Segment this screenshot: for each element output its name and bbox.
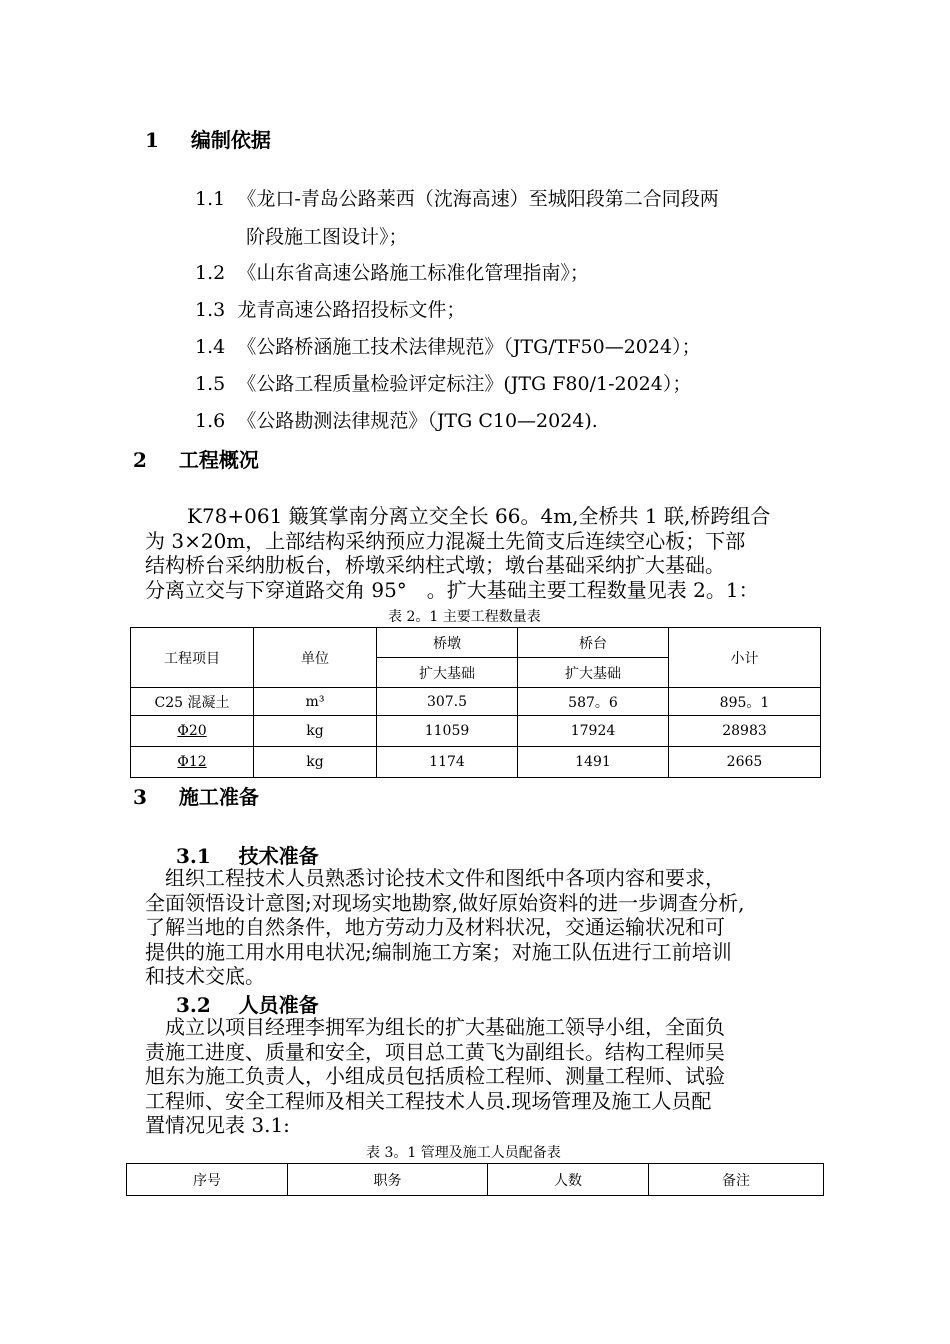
- subsection-3-1-heading: 3.1 技术准备: [176, 844, 319, 868]
- section-number: 3: [133, 785, 147, 809]
- section-number: 2: [133, 448, 147, 472]
- table-row: Φ20 kg 11059 17924 28983: [131, 716, 821, 747]
- table-header: 单位: [254, 628, 377, 688]
- table-row: C25 混凝土 m³ 307.5 587。6 895。1: [131, 688, 821, 716]
- table-subheader: 扩大基础: [518, 658, 669, 688]
- section-3-heading: [133, 781, 259, 810]
- subsection-3-2-heading: 3.2 人员准备: [176, 993, 319, 1017]
- reference-item: 1.3 龙青高速公路招投标文件；: [195, 299, 466, 321]
- reference-item: 1.4 《公路桥涵施工技术法律规范》（JTG/TF50—2024）；: [195, 336, 701, 358]
- section-title: 工程概况: [178, 448, 259, 472]
- table-header: 人数: [488, 1164, 649, 1196]
- section-2-heading: [133, 444, 259, 473]
- table-header: 桥墩: [377, 628, 518, 658]
- table-header: 序号: [127, 1164, 288, 1196]
- project-overview-paragraph: K78+061 簸箕掌南分离立交全长 66。4m,全桥共 1 联,桥跨组合 为 3×20m，上部结构采纳预应力混凝土先简支后连续空心板；下部 结构桥台采纳肋板台，桥墩采纳柱式墩；墩台基础采纳扩大基础。 分离立交与下穿道路交角 95° 。扩大基础主要工程数量见表 2。1：: [145, 504, 771, 602]
- table-header: 工程项目: [131, 628, 254, 688]
- section-1-heading: [145, 124, 271, 153]
- reference-item: 1.6 《公路勘测法律规范》（JTG C10—2024).: [195, 410, 598, 432]
- table-header: 备注: [649, 1164, 824, 1196]
- table-header: 桥台: [518, 628, 669, 658]
- staffing-table: [126, 1163, 824, 1196]
- reference-item: 1.5 《公路工程质量检验评定标注》(JTG F80/1-2024）；: [195, 373, 692, 395]
- table-header: 小计: [669, 628, 821, 688]
- section-number: 1: [145, 128, 159, 152]
- personnel-preparation-paragraph: 成立以项目经理李拥军为组长的扩大基础施工领导小组，全面负 责施工进度、质量和安全，项目总工黄飞为副组长。结构工程师吴 旭东为施工负责人，小组成员包括质检工程师、测量工程师、试验 工程师、安全工程师及相关工程技术人员.现场管理及施工人员配 置情况见表 3.1:: [145, 1015, 725, 1137]
- reference-item-continued: 阶段施工图设计》；: [246, 226, 408, 248]
- table-caption: 表 3。1 管理及施工人员配备表: [366, 1145, 561, 1161]
- section-title: 编制依据: [190, 128, 271, 152]
- technical-preparation-paragraph: 组织工程技术人员熟悉讨论技术文件和图纸中各项内容和要求， 全面领悟设计意图;对现场实地勘察,做好原始资料的进一步调查分析, 了解当地的自然条件，地方劳动力及材料状况，交通运输状况和可 提供的施工用水用电状况;编制施工方案；对施工队伍进行工前培训 和技术交底。: [145, 866, 745, 988]
- table-header: 职务: [288, 1164, 488, 1196]
- quantity-table: [130, 627, 821, 778]
- section-title: 施工准备: [178, 785, 259, 809]
- table-caption: 表 2。1 主要工程数量表: [388, 609, 541, 625]
- table-row: Φ12 kg 1174 1491 2665: [131, 747, 821, 778]
- reference-item: 1.2 《山东省高速公路施工标准化管理指南》；: [195, 262, 589, 284]
- reference-item: 1.1 《龙口-青岛公路莱西（沈海高速）至城阳段第二合同段两: [195, 188, 719, 210]
- table-subheader: 扩大基础: [377, 658, 518, 688]
